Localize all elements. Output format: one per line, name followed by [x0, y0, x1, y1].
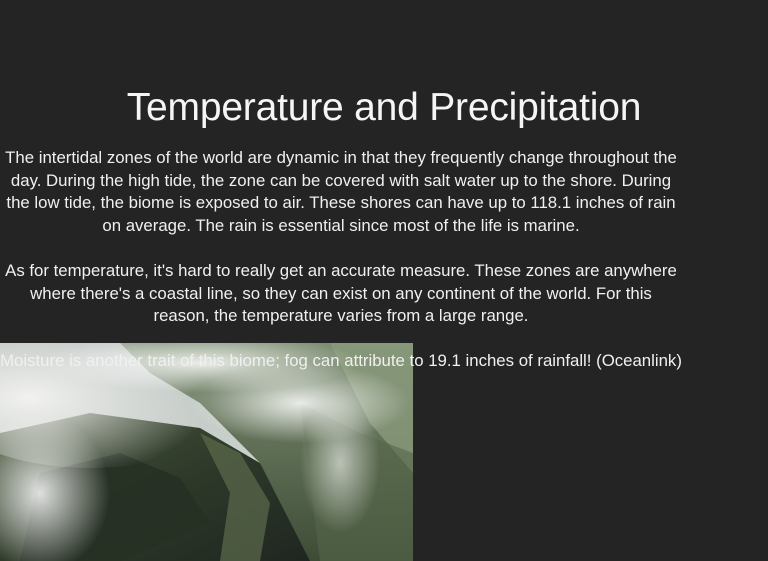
slide-title: Temperature and Precipitation	[126, 86, 642, 129]
paragraph-moisture-fog: Moisture is another trait of this biome; fog can attribute to 19.1 inches of rainfall! (Oceanlink)	[0, 351, 682, 371]
paragraph-spacer	[0, 237, 682, 260]
coastal-fog-photo	[0, 343, 413, 561]
paragraph-temperature: As for temperature, it's hard to really get an accurate measure. These zones are anywhere where there's a coastal line, so they can exist on any continent of the world. For this reason, the temperature varies from a large range.	[5, 260, 677, 326]
paragraph-spacer	[0, 328, 682, 351]
paragraph-intertidal-rain: The intertidal zones of the world are dynamic in that they frequently change throughout the day. During the high tide, the zone can be covered with salt water up to the shore. During the low tide, the biome is exposed to air. These shores can have up to 118.1 inches of rain on average. The rain is essential since most of the life is marine.	[5, 148, 677, 235]
slide-body	[0, 147, 682, 373]
